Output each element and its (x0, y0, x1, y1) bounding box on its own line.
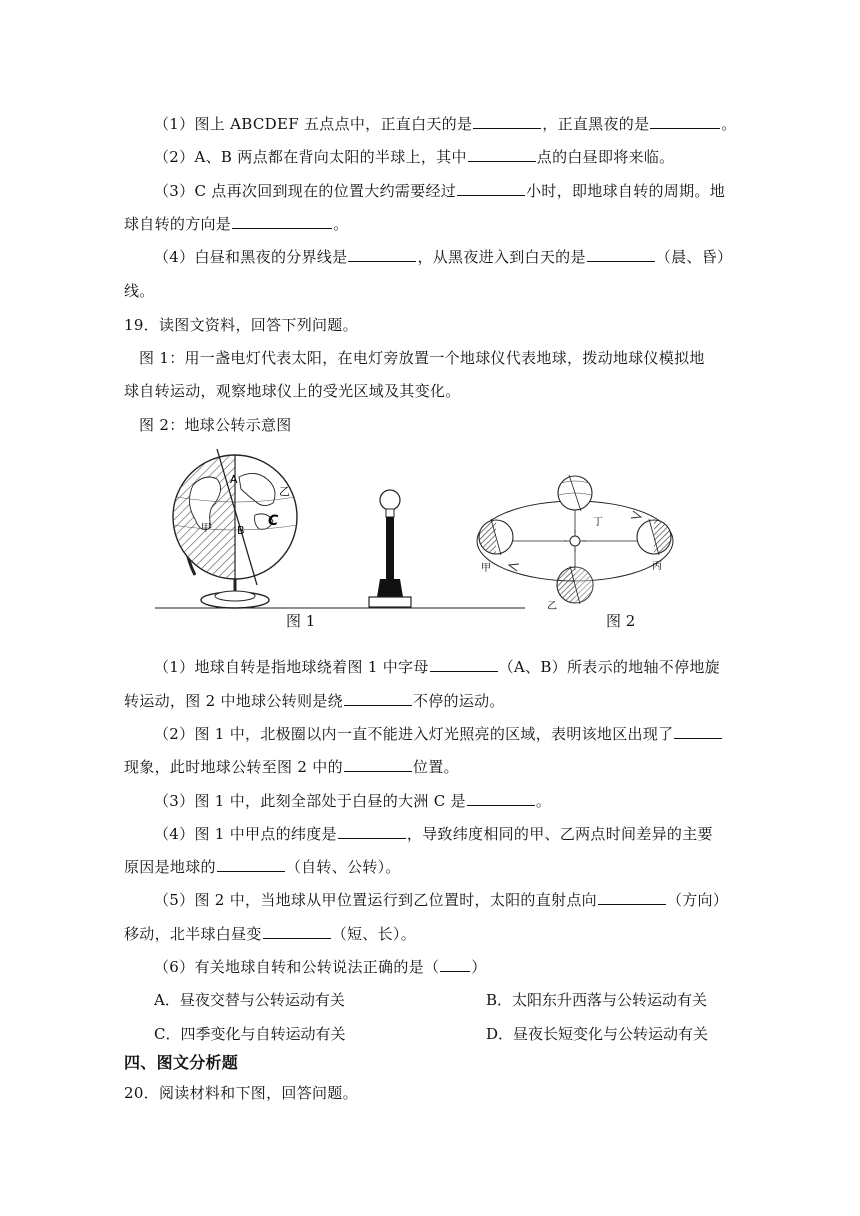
q18-part2-text-b: 点的白昼即将来临。 (536, 148, 675, 166)
q19-fig1-desc-line2: 球自转运动，观察地球仪上的受光区域及其变化。 (124, 382, 461, 400)
q19-stem: 19．读图文资料，回答下列问题。 (124, 316, 358, 334)
answer-blank[interactable] (587, 245, 655, 262)
q19-part5-text-a: （5）图 2 中，当地球从甲位置运行到乙位置时，太阳的直射点向 (154, 891, 597, 909)
q19-part4-line2 (124, 855, 401, 878)
q19-part1-text-a: （1）地球自转是指地球绕着图 1 中字母 (154, 658, 429, 676)
answer-blank[interactable] (468, 145, 536, 162)
q19-fig2-desc: 图 2：地球公转示意图 (139, 416, 292, 434)
option-b[interactable]: B．太阳东升西落与公转运动有关 (486, 991, 708, 1009)
globe-label-yi: 乙 (279, 485, 290, 498)
q19-part1-line1 (154, 655, 720, 678)
q18-part3-text-d: 。 (333, 215, 349, 233)
q18-part4-line2 (124, 280, 155, 302)
answer-blank[interactable] (348, 245, 416, 262)
answer-blank[interactable] (344, 755, 412, 772)
q19-part3-text-a: （3）图 1 中，此刻全部处于白昼的大洲 C 是 (154, 792, 466, 810)
orbit-label-bing: 丙 (652, 561, 662, 572)
q19-part6 (154, 955, 487, 978)
option-c[interactable]: C．四季变化与自转运动有关 (154, 1025, 346, 1043)
answer-blank[interactable] (440, 955, 470, 972)
q19-part3-text-b: 。 (535, 792, 552, 810)
q18-part3-line1 (154, 179, 725, 202)
q18-part1-text-a: （1）图上 ABCDEF 五点点中，正直白天的是 (154, 115, 473, 133)
q19-part2-line1 (154, 722, 723, 745)
orbit-figure (477, 475, 673, 612)
orbit-label-ding: 丁 (593, 517, 603, 528)
orbit-label-yi: 乙 (547, 601, 557, 612)
answer-blank[interactable] (674, 722, 722, 739)
answer-blank[interactable] (430, 655, 498, 672)
q19-part5-text-d: （短、长）。 (331, 925, 417, 943)
q19-part2-text-b: 现象，此时地球公转至图 2 中的 (124, 758, 343, 776)
q19-part4-text-c: 原因是地球的 (124, 858, 216, 876)
q18-part4-text-c: （晨、昏） (655, 248, 733, 266)
figure2-caption: 图 2 (606, 612, 636, 630)
q18-part4-text-a: （4）白昼和黑夜的分界线是 (154, 248, 348, 266)
q19-part5-text-b: （方向） (666, 891, 729, 909)
globe-label-c: C (268, 513, 279, 529)
q19-part1-text-b: （A、B）所表示的地轴不停地旋 (498, 658, 720, 676)
q19-part4-text-d: （自转、公转）。 (285, 858, 401, 876)
q18-part3-text-c: 球自转的方向是 (124, 215, 232, 233)
answer-blank[interactable] (217, 855, 285, 872)
q18-part3-text-b: 小时，即地球自转的周期。地 (526, 182, 725, 200)
q19-part1-text-d: 不停的运动。 (412, 692, 505, 710)
answer-blank[interactable] (457, 179, 525, 196)
option-d[interactable]: D．昼夜长短变化与公转运动有关 (486, 1025, 709, 1043)
answer-blank[interactable] (232, 212, 332, 229)
q19-part6-text-b: ） (471, 958, 487, 976)
q18-part3-line2 (124, 212, 348, 235)
q19-part2-text-c: 位置。 (412, 758, 459, 776)
figure1-caption: 图 1 (286, 612, 316, 630)
section4-title: 四、图文分析题 (124, 1053, 239, 1072)
globe-label-b: B (237, 524, 245, 537)
orbit-label-jia: 甲 (481, 563, 491, 574)
q18-part4-text-d: 线。 (124, 282, 155, 300)
q18-part4-line1 (154, 245, 732, 268)
q20-stem: 20．阅读材料和下图，回答问题。 (124, 1084, 358, 1102)
q19-part6-text-a: （6）有关地球自转和公转说法正确的是（ (154, 958, 440, 976)
globe-label-jia: 甲 (201, 523, 211, 534)
answer-blank[interactable] (598, 888, 666, 905)
q19-part1-line2 (124, 689, 505, 712)
globe-figure (155, 449, 525, 608)
lamp-figure (369, 490, 411, 607)
q19-part2-line2 (124, 755, 459, 778)
q18-part4-text-b: ，从黑夜进入到白天的是 (417, 248, 586, 266)
q18-part1 (154, 112, 737, 135)
answer-blank[interactable] (650, 112, 720, 129)
answer-blank[interactable] (263, 922, 331, 939)
q19-part5-text-c: 移动，北半球白昼变 (124, 925, 262, 943)
answer-blank[interactable] (467, 789, 535, 806)
globe-label-a: A (230, 473, 238, 486)
q19-part5-line2 (124, 922, 416, 945)
q18-part3-text-a: （3）C 点再次回到现在的位置大约需要经过 (154, 182, 457, 200)
q19-part1-text-c: 转运动，图 2 中地球公转则是绕 (124, 692, 343, 710)
answer-blank[interactable] (344, 689, 412, 706)
q18-part1-text-b: ，正直黑夜的是 (542, 115, 650, 133)
q19-part4-line1 (154, 822, 713, 845)
q18-part2-text-a: （2）A、B 两点都在背向太阳的半球上，其中 (154, 148, 467, 166)
option-a[interactable]: A．昼夜交替与公转运动有关 (154, 991, 345, 1009)
q18-part1-text-c: 。 (721, 115, 737, 133)
q19-figures (155, 445, 700, 635)
q19-part3 (154, 789, 551, 812)
answer-blank[interactable] (473, 112, 541, 129)
q19-part4-text-b: ，导致纬度相同的甲、乙两点时间差异的主要 (406, 825, 713, 843)
answer-blank[interactable] (338, 822, 406, 839)
q19-part5-line1 (154, 888, 728, 911)
q18-part2 (154, 145, 674, 168)
q19-fig1-desc-line1: 图 1：用一盏电灯代表太阳，在电灯旁放置一个地球仪代表地球，拨动地球仪模拟地 (139, 349, 705, 367)
q19-part4-text-a: （4）图 1 中甲点的纬度是 (154, 825, 337, 843)
q19-part2-text-a: （2）图 1 中，北极圈以内一直不能进入灯光照亮的区域，表明该地区出现了 (154, 725, 674, 743)
